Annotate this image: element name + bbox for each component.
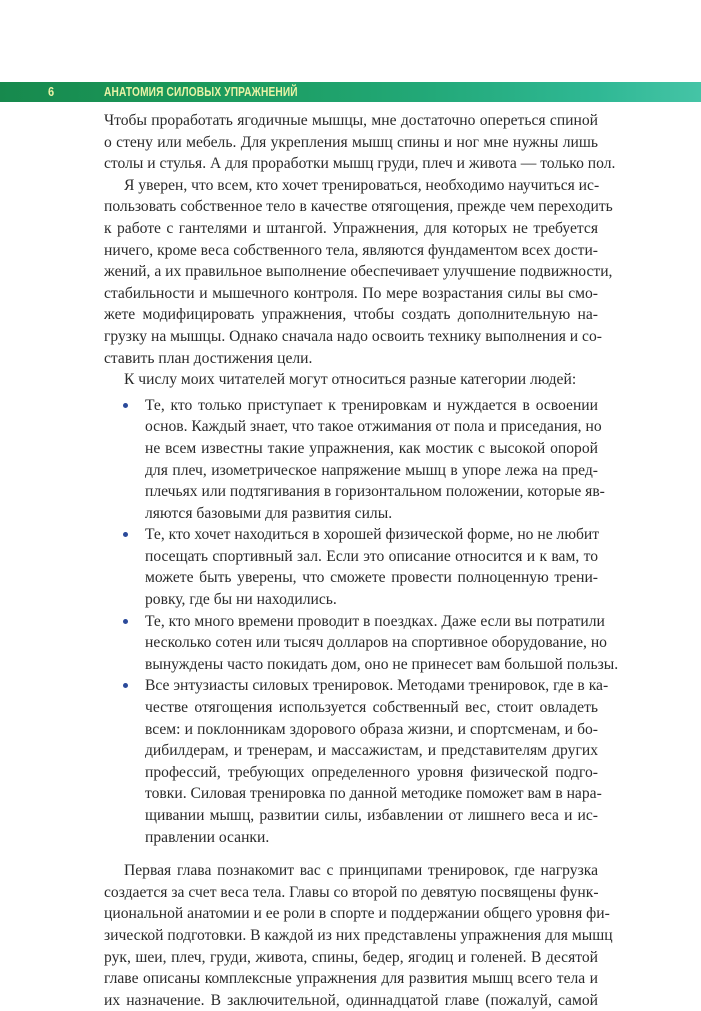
text-line: правлении осанки. <box>145 828 270 846</box>
list-item <box>104 611 619 676</box>
text-line: ничего, кроме веса собственного тела, являются фундаментом всех дости- <box>104 241 598 259</box>
text-line: рук, шеи, плеч, груди, живота, спины, бедер, ягодиц и голеней. В десятой <box>104 948 598 966</box>
text-line: товки. Силовая тренировка по данной методике поможет вам в нара- <box>145 785 602 803</box>
text-line: Все энтузиасты силовых тренировок. Методами тренировок, где в ка- <box>145 677 609 695</box>
text-line: жете модифицировать упражнения, чтобы создать дополнительную на- <box>104 306 598 324</box>
text-line: несколько сотен или тысяч долларов на спортивное оборудование, но <box>145 634 607 652</box>
text-line: столы и стулья. А для проработки мышц груди, плеч и живота — только пол. <box>104 155 616 173</box>
text-line: жений, а их правильное выполнение обеспечивает улучшение подвижности, <box>104 263 613 281</box>
text-line: дибилдерам, и тренерам, и массажистам, и представителям других <box>145 742 598 760</box>
bullet-icon <box>123 619 128 624</box>
paragraph-4 <box>104 860 613 1011</box>
bullet-icon <box>123 403 128 408</box>
text-line: Я уверен, что всем, кто хочет тренироваться, необходимо научиться ис- <box>124 176 600 194</box>
list-item <box>104 675 609 848</box>
text-line: Те, кто только приступает к тренировкам и нуждается в освоении <box>145 396 598 414</box>
text-line: всем: и поклонникам здорового образа жизни, и спортсменам, и бо- <box>145 720 598 738</box>
text-line: главе описаны комплексные упражнения для развития мышц всего тела и <box>104 970 598 988</box>
text-line: пользовать собственное тело в качестве отягощения, прежде чем переходить <box>104 198 613 216</box>
text-line: зической подготовки. В каждой из них представлены упражнения для мышц <box>104 926 613 944</box>
text-line: основ. Каждый знает, что такое отжимания от пола и приседания, но <box>145 418 602 436</box>
reader-categories-list <box>104 395 619 848</box>
text-line: Чтобы проработать ягодичные мышцы, мне достаточно опереться спиной <box>104 112 598 129</box>
text-line: честве отягощения используется собственный вес, стоит овладеть <box>145 699 598 717</box>
text-line: ляются базовыми для развития силы. <box>145 504 393 522</box>
text-line: не всем известны такие упражнения, как мостик с высокой опорой <box>145 439 598 457</box>
text-line: грузку на мышцы. Однако сначала надо освоить технику выполнения и со- <box>104 327 602 345</box>
bullet-icon <box>123 532 128 537</box>
text-line: щивании мышц, развитии силы, избавлении от лишнего веса и ис- <box>145 807 598 824</box>
text-line: К числу моих читателей могут относиться разные категории людей: <box>124 371 577 389</box>
text-line: Те, кто много времени проводит в поездках. Даже если вы потратили <box>145 612 605 630</box>
text-line: плечьях или подтягивания в горизонтальном положении, которые яв- <box>145 483 605 501</box>
text-line: можете быть уверены, что сможете провести полноценную трени- <box>145 569 598 587</box>
text-line: циональной анатомии и ее роли в спорте и поддержании общего уровня фи- <box>104 905 610 923</box>
page-number: 6 <box>48 84 55 99</box>
text-line: для плеч, изометрическое напряжение мышц в упоре лежа на пред- <box>145 461 598 479</box>
text-line: ставить план достижения цели. <box>104 349 313 367</box>
paragraph-1 <box>104 110 616 175</box>
running-header-bar <box>0 82 701 102</box>
text-line: стабильности и мышечного контроля. По мере возрастания силы вы смо- <box>104 284 598 302</box>
paragraph-2 <box>104 175 613 369</box>
list-item <box>104 395 605 525</box>
list-item <box>104 524 598 610</box>
text-line: Те, кто хочет находиться в хорошей физической форме, но не любит <box>145 526 600 544</box>
bullet-icon <box>123 683 128 688</box>
paragraph-3 <box>104 369 598 391</box>
text-line: о стену или мебель. Для укрепления мышц спины и ног мне нужны лишь <box>104 133 598 151</box>
text-line: ровку, где бы ни находились. <box>145 591 337 609</box>
text-line: посещать спортивный зал. Если это описание относится и к вам, то <box>145 547 598 565</box>
page-body <box>104 110 619 1011</box>
text-line: создается за счет веса тела. Главы со второй по девятую посвящены функ- <box>104 883 599 901</box>
text-line: Первая глава познакомит вас с принципами тренировок, где нагрузка <box>124 862 598 880</box>
text-line: профессий, требующих определенного уровня физической подго- <box>145 763 598 781</box>
running-head-title: АНАТОМИЯ СИЛОВЫХ УПРАЖНЕНИЙ <box>104 84 298 99</box>
text-line: к работе с гантелями и штангой. Упражнения, для которых не требуется <box>104 219 598 237</box>
text-line: их назначение. В заключительной, одиннадцатой главе (пожалуй, самой <box>104 991 598 1009</box>
text-line: вынуждены часто покидать дом, оно не принесет вам большой пользы. <box>145 655 619 673</box>
